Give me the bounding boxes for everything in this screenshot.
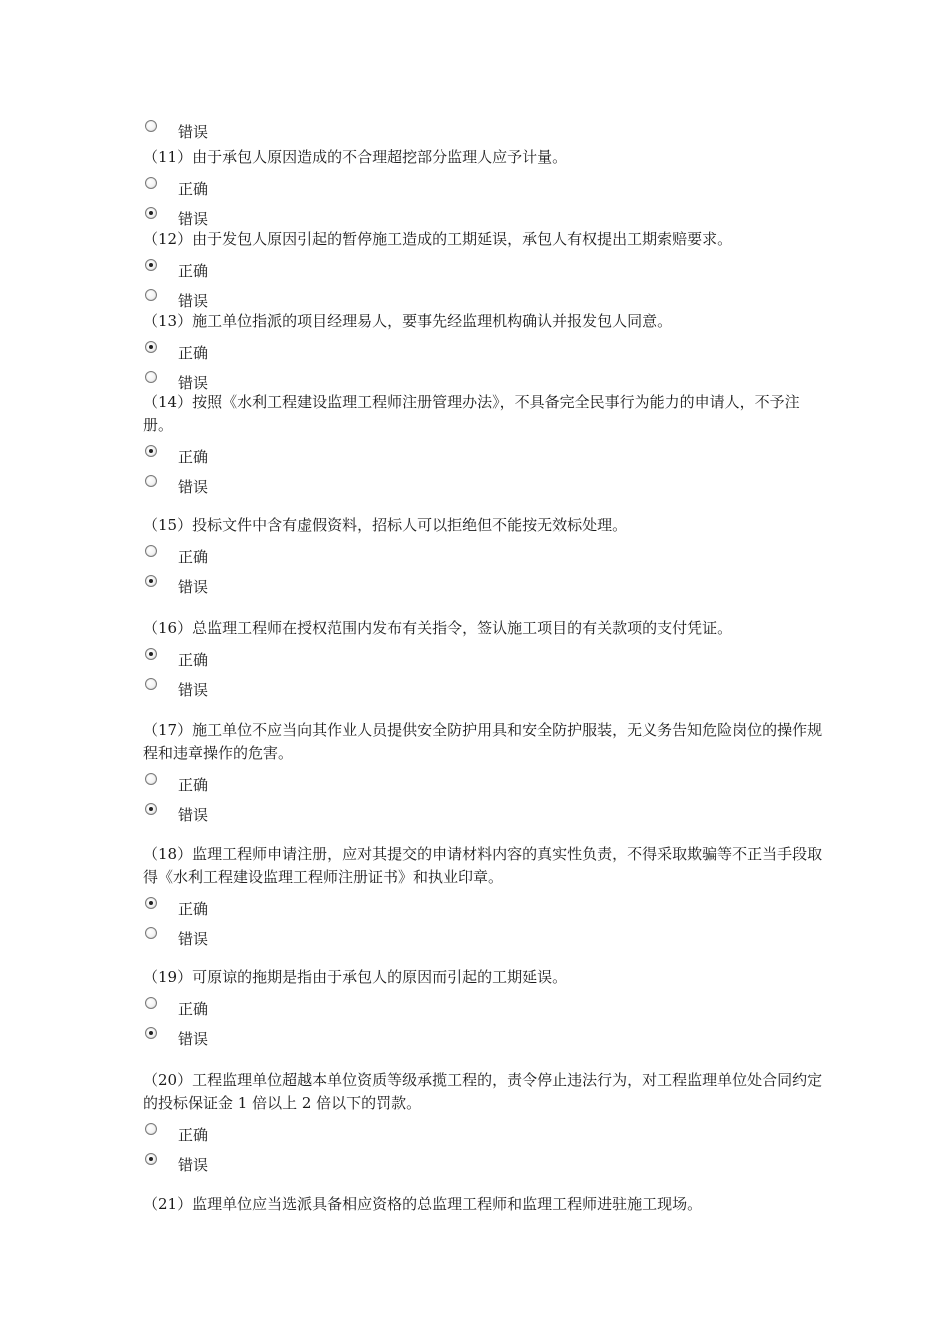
radio-dot-icon — [149, 579, 153, 583]
question-18: （18）监理工程师申请注册，应对其提交的申请材料内容的真实性负责，不得采取欺骗等不正当手段取得《水利工程建设监理工程师注册证书》和执业印章。 — [143, 845, 823, 886]
radio-button-selected[interactable] — [145, 648, 157, 660]
radio-button-selected[interactable] — [145, 445, 157, 457]
question-16: （16）总监理工程师在授权范围内发布有关指令，签认施工项目的有关款项的支付凭证。 — [143, 619, 733, 637]
option-label: 错误 — [178, 1156, 209, 1174]
option-label: 正确 — [178, 548, 209, 566]
option-label: 正确 — [178, 776, 209, 794]
radio-dot-icon — [149, 211, 153, 215]
option-label: 错误 — [178, 374, 209, 392]
radio-button[interactable] — [145, 1123, 157, 1135]
question-13: （13）施工单位指派的项目经理易人，要事先经监理机构确认并报发包人同意。 — [143, 312, 673, 330]
radio-button-selected[interactable] — [145, 207, 157, 219]
option-label: 错误 — [178, 930, 209, 948]
option-wrong-q20[interactable] — [145, 1153, 445, 1177]
question-17: （17）施工单位不应当向其作业人员提供安全防护用具和安全防护服装，无义务告知危险岗位的操作规程和违章操作的危害。 — [143, 721, 823, 762]
radio-dot-icon — [149, 345, 153, 349]
option-correct-q17[interactable] — [145, 773, 445, 797]
option-label: 错误 — [178, 210, 209, 228]
option-label: 正确 — [178, 262, 209, 280]
radio-button[interactable] — [145, 927, 157, 939]
option-correct-q13[interactable] — [145, 341, 445, 365]
radio-dot-icon — [149, 1031, 153, 1035]
radio-button-selected[interactable] — [145, 897, 157, 909]
radio-button[interactable] — [145, 289, 157, 301]
radio-button[interactable] — [145, 545, 157, 557]
option-label: 错误 — [178, 681, 209, 699]
option-label: 错误 — [178, 1030, 209, 1048]
question-11: （11）由于承包人原因造成的不合理超挖部分监理人应予计量。 — [143, 148, 568, 166]
option-wrong-q15[interactable] — [145, 575, 445, 599]
option-correct-q19[interactable] — [145, 997, 445, 1021]
question-15: （15）投标文件中含有虚假资料，招标人可以拒绝但不能按无效标处理。 — [143, 516, 628, 534]
question-14: （14）按照《水利工程建设监理工程师注册管理办法》，不具备完全民事行为能力的申请人，不予注册。 — [143, 393, 800, 434]
question-12: （12）由于发包人原因引起的暂停施工造成的工期延误，承包人有权提出工期索赔要求。 — [143, 230, 733, 248]
question-20: （20）工程监理单位超越本单位资质等级承揽工程的，责令停止违法行为，对工程监理单位处合同约定的投标保证金 1 倍以上 2 倍以下的罚款。 — [143, 1071, 823, 1112]
radio-button-selected[interactable] — [145, 259, 157, 271]
radio-dot-icon — [149, 449, 153, 453]
radio-button-selected[interactable] — [145, 341, 157, 353]
option-correct-q16[interactable] — [145, 648, 445, 672]
option-wrong-q17[interactable] — [145, 803, 445, 827]
radio-dot-icon — [149, 901, 153, 905]
radio-dot-icon — [149, 1157, 153, 1161]
radio-dot-icon — [149, 652, 153, 656]
radio-button[interactable] — [145, 177, 157, 189]
option-wrong-q16[interactable] — [145, 678, 445, 702]
option-label: 错误 — [178, 292, 209, 310]
option-label: 正确 — [178, 900, 209, 918]
option-label: 正确 — [178, 1000, 209, 1018]
radio-button-selected[interactable] — [145, 1153, 157, 1165]
option-label: 正确 — [178, 344, 209, 362]
radio-button-selected[interactable] — [145, 1027, 157, 1039]
radio-button[interactable] — [145, 997, 157, 1009]
option-wrong-q18[interactable] — [145, 927, 445, 951]
option-wrong[interactable] — [145, 120, 445, 144]
radio-button-selected[interactable] — [145, 575, 157, 587]
question-19: （19）可原谅的拖期是指由于承包人的原因而引起的工期延误。 — [143, 968, 568, 986]
option-label: 错误 — [178, 123, 209, 141]
option-correct-q18[interactable] — [145, 897, 445, 921]
radio-button[interactable] — [145, 475, 157, 487]
option-correct-q11[interactable] — [145, 177, 445, 201]
option-label: 错误 — [178, 806, 209, 824]
option-label: 错误 — [178, 478, 209, 496]
radio-button[interactable] — [145, 678, 157, 690]
option-label: 正确 — [178, 1126, 209, 1144]
radio-dot-icon — [149, 807, 153, 811]
option-label: 正确 — [178, 180, 209, 198]
option-correct-q20[interactable] — [145, 1123, 445, 1147]
radio-button[interactable] — [145, 773, 157, 785]
option-correct-q12[interactable] — [145, 259, 445, 283]
option-label: 正确 — [178, 651, 209, 669]
radio-button[interactable] — [145, 371, 157, 383]
option-correct-q15[interactable] — [145, 545, 445, 569]
option-correct-q14[interactable] — [145, 445, 445, 469]
radio-button-selected[interactable] — [145, 803, 157, 815]
option-label: 正确 — [178, 448, 209, 466]
question-21: （21）监理单位应当选派具备相应资格的总监理工程师和监理工程师进驻施工现场。 — [143, 1195, 703, 1213]
option-wrong-q14[interactable] — [145, 475, 445, 499]
option-label: 错误 — [178, 578, 209, 596]
option-wrong-q19[interactable] — [145, 1027, 445, 1051]
radio-dot-icon — [149, 263, 153, 267]
radio-button[interactable] — [145, 120, 157, 132]
